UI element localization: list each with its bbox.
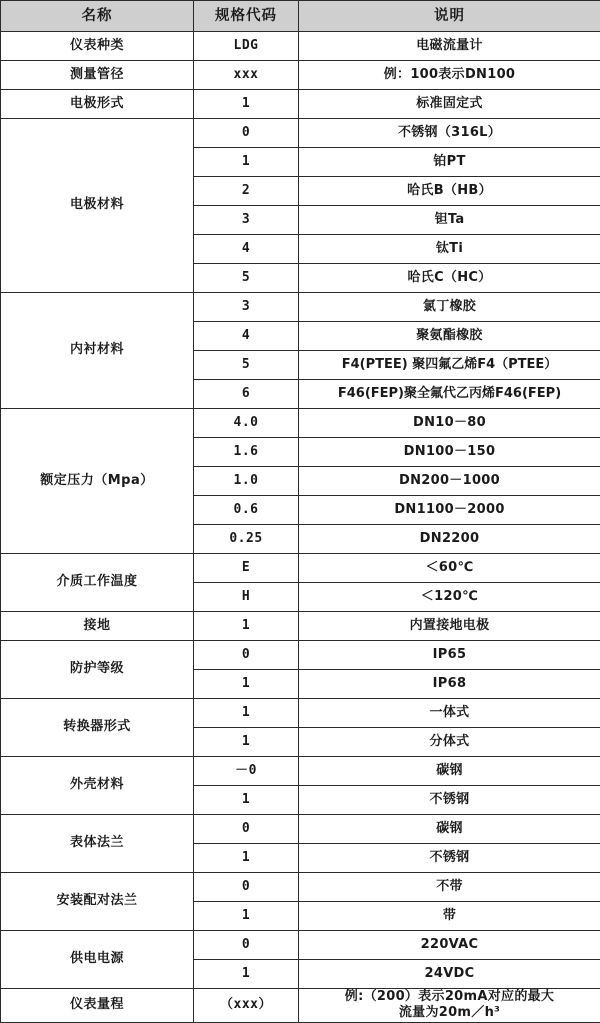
spec-code-cell: 1.0 <box>194 467 299 496</box>
row-group-name: 仪表种类 <box>1 32 194 61</box>
row-group-name: 安装配对法兰 <box>1 873 194 931</box>
spec-description-cell: 哈氏B（HB） <box>299 177 600 206</box>
table-row <box>1 641 600 670</box>
spec-code-cell: （xxx） <box>194 989 299 1023</box>
spec-description-cell: 聚氨酯橡胶 <box>299 322 600 351</box>
column-header-code: 规格代码 <box>194 1 299 32</box>
table-row <box>1 61 600 90</box>
spec-description-cell: 220VAC <box>299 931 600 960</box>
spec-description-cell: F46(FEP)聚全氟代乙丙烯F46(FEP) <box>299 380 600 409</box>
spec-code-cell: 0.6 <box>194 496 299 525</box>
row-group-name: 供电电源 <box>1 931 194 989</box>
spec-code-cell: 1 <box>194 844 299 873</box>
row-group-name: 介质工作温度 <box>1 554 194 612</box>
spec-description-cell: 钛Ti <box>299 235 600 264</box>
spec-code-cell: 1.6 <box>194 438 299 467</box>
spec-description-cell: 碳钢 <box>299 757 600 786</box>
spec-code-cell: 0 <box>194 815 299 844</box>
spec-description-cell: 铂PT <box>299 148 600 177</box>
row-group-name: 电极材料 <box>1 119 194 293</box>
spec-description-cell: 不锈钢（316L） <box>299 119 600 148</box>
spec-code-cell: 5 <box>194 351 299 380</box>
row-group-name: 内衬材料 <box>1 293 194 409</box>
spec-code-cell: 1 <box>194 148 299 177</box>
spec-code-cell: 4 <box>194 235 299 264</box>
table-row <box>1 931 600 960</box>
spec-code-cell: 0 <box>194 119 299 148</box>
spec-description-cell: 碳钢 <box>299 815 600 844</box>
spec-code-cell: 1 <box>194 960 299 989</box>
spec-code-cell: 5 <box>194 264 299 293</box>
spec-description-cell: DN1100－2000 <box>299 496 600 525</box>
row-group-name: 防护等级 <box>1 641 194 699</box>
spec-description-cell: 钽Ta <box>299 206 600 235</box>
spec-code-cell: xxx <box>194 61 299 90</box>
spec-code-cell: 4.0 <box>194 409 299 438</box>
table-row <box>1 293 600 322</box>
spec-description-cell: 不锈钢 <box>299 844 600 873</box>
spec-description-cell: ＜120℃ <box>299 583 600 612</box>
spec-code-cell: 2 <box>194 177 299 206</box>
spec-code-cell: －0 <box>194 757 299 786</box>
description-line-2: 流量为20m／h³ <box>301 1005 598 1021</box>
spec-description-cell: DN100－150 <box>299 438 600 467</box>
spec-description-cell: DN10－80 <box>299 409 600 438</box>
row-group-name: 额定压力（Mpa） <box>1 409 194 554</box>
spec-code-cell: 1 <box>194 786 299 815</box>
description-line-1: 例:（200）表示20mA对应的最大 <box>301 989 598 1005</box>
spec-description-cell: 例：100表示DN100 <box>299 61 600 90</box>
row-group-name: 电极形式 <box>1 90 194 119</box>
table-row <box>1 815 600 844</box>
spec-description-cell: 哈氏C（HC） <box>299 264 600 293</box>
spec-description-cell: 内置接地电极 <box>299 612 600 641</box>
table-row <box>1 699 600 728</box>
spec-code-cell: 4 <box>194 322 299 351</box>
spec-description-cell: 带 <box>299 902 600 931</box>
table-row <box>1 90 600 119</box>
spec-description-cell: 一体式 <box>299 699 600 728</box>
table-row <box>1 757 600 786</box>
spec-description-cell: 电磁流量计 <box>299 32 600 61</box>
spec-code-cell: 1 <box>194 902 299 931</box>
table-body <box>1 32 600 1023</box>
spec-description-cell: IP68 <box>299 670 600 699</box>
row-group-name: 仪表量程 <box>1 989 194 1023</box>
spec-description-cell: 氯丁橡胶 <box>299 293 600 322</box>
row-group-name: 表体法兰 <box>1 815 194 873</box>
spec-code-cell: 0 <box>194 873 299 902</box>
spec-description-cell: 标准固定式 <box>299 90 600 119</box>
spec-code-cell: 1 <box>194 670 299 699</box>
spec-code-cell: 1 <box>194 728 299 757</box>
column-header-name: 名称 <box>1 1 194 32</box>
table-row <box>1 32 600 61</box>
spec-description-cell <box>299 989 600 1023</box>
row-group-name: 测量管径 <box>1 61 194 90</box>
spec-code-cell: H <box>194 583 299 612</box>
header-row <box>1 1 600 32</box>
row-group-name: 接地 <box>1 612 194 641</box>
spec-description-cell: 分体式 <box>299 728 600 757</box>
table-row <box>1 119 600 148</box>
table-row <box>1 873 600 902</box>
spec-code-cell: 1 <box>194 90 299 119</box>
table-row <box>1 612 600 641</box>
spec-description-cell: ＜60℃ <box>299 554 600 583</box>
table-header <box>1 1 600 32</box>
spec-code-cell: 1 <box>194 699 299 728</box>
spec-code-cell: 3 <box>194 206 299 235</box>
spec-description-cell: 不锈钢 <box>299 786 600 815</box>
spec-code-cell: 0 <box>194 931 299 960</box>
spec-code-cell: 0 <box>194 641 299 670</box>
spec-description-cell: F4(PTEE) 聚四氟乙烯F4（PTEE） <box>299 351 600 380</box>
spec-description-cell: IP65 <box>299 641 600 670</box>
spec-code-cell: 0.25 <box>194 525 299 554</box>
row-group-name: 转换器形式 <box>1 699 194 757</box>
table-row <box>1 409 600 438</box>
spec-code-cell: E <box>194 554 299 583</box>
spec-code-cell: 1 <box>194 612 299 641</box>
spec-description-cell: DN200－1000 <box>299 467 600 496</box>
row-group-name: 外壳材料 <box>1 757 194 815</box>
table-row <box>1 554 600 583</box>
spec-code-cell: LDG <box>194 32 299 61</box>
spec-description-cell: DN2200 <box>299 525 600 554</box>
spec-code-cell: 3 <box>194 293 299 322</box>
table-row <box>1 989 600 1023</box>
column-header-description: 说明 <box>299 1 600 32</box>
spec-description-cell: 24VDC <box>299 960 600 989</box>
spec-description-cell: 不带 <box>299 873 600 902</box>
spec-code-cell: 6 <box>194 380 299 409</box>
